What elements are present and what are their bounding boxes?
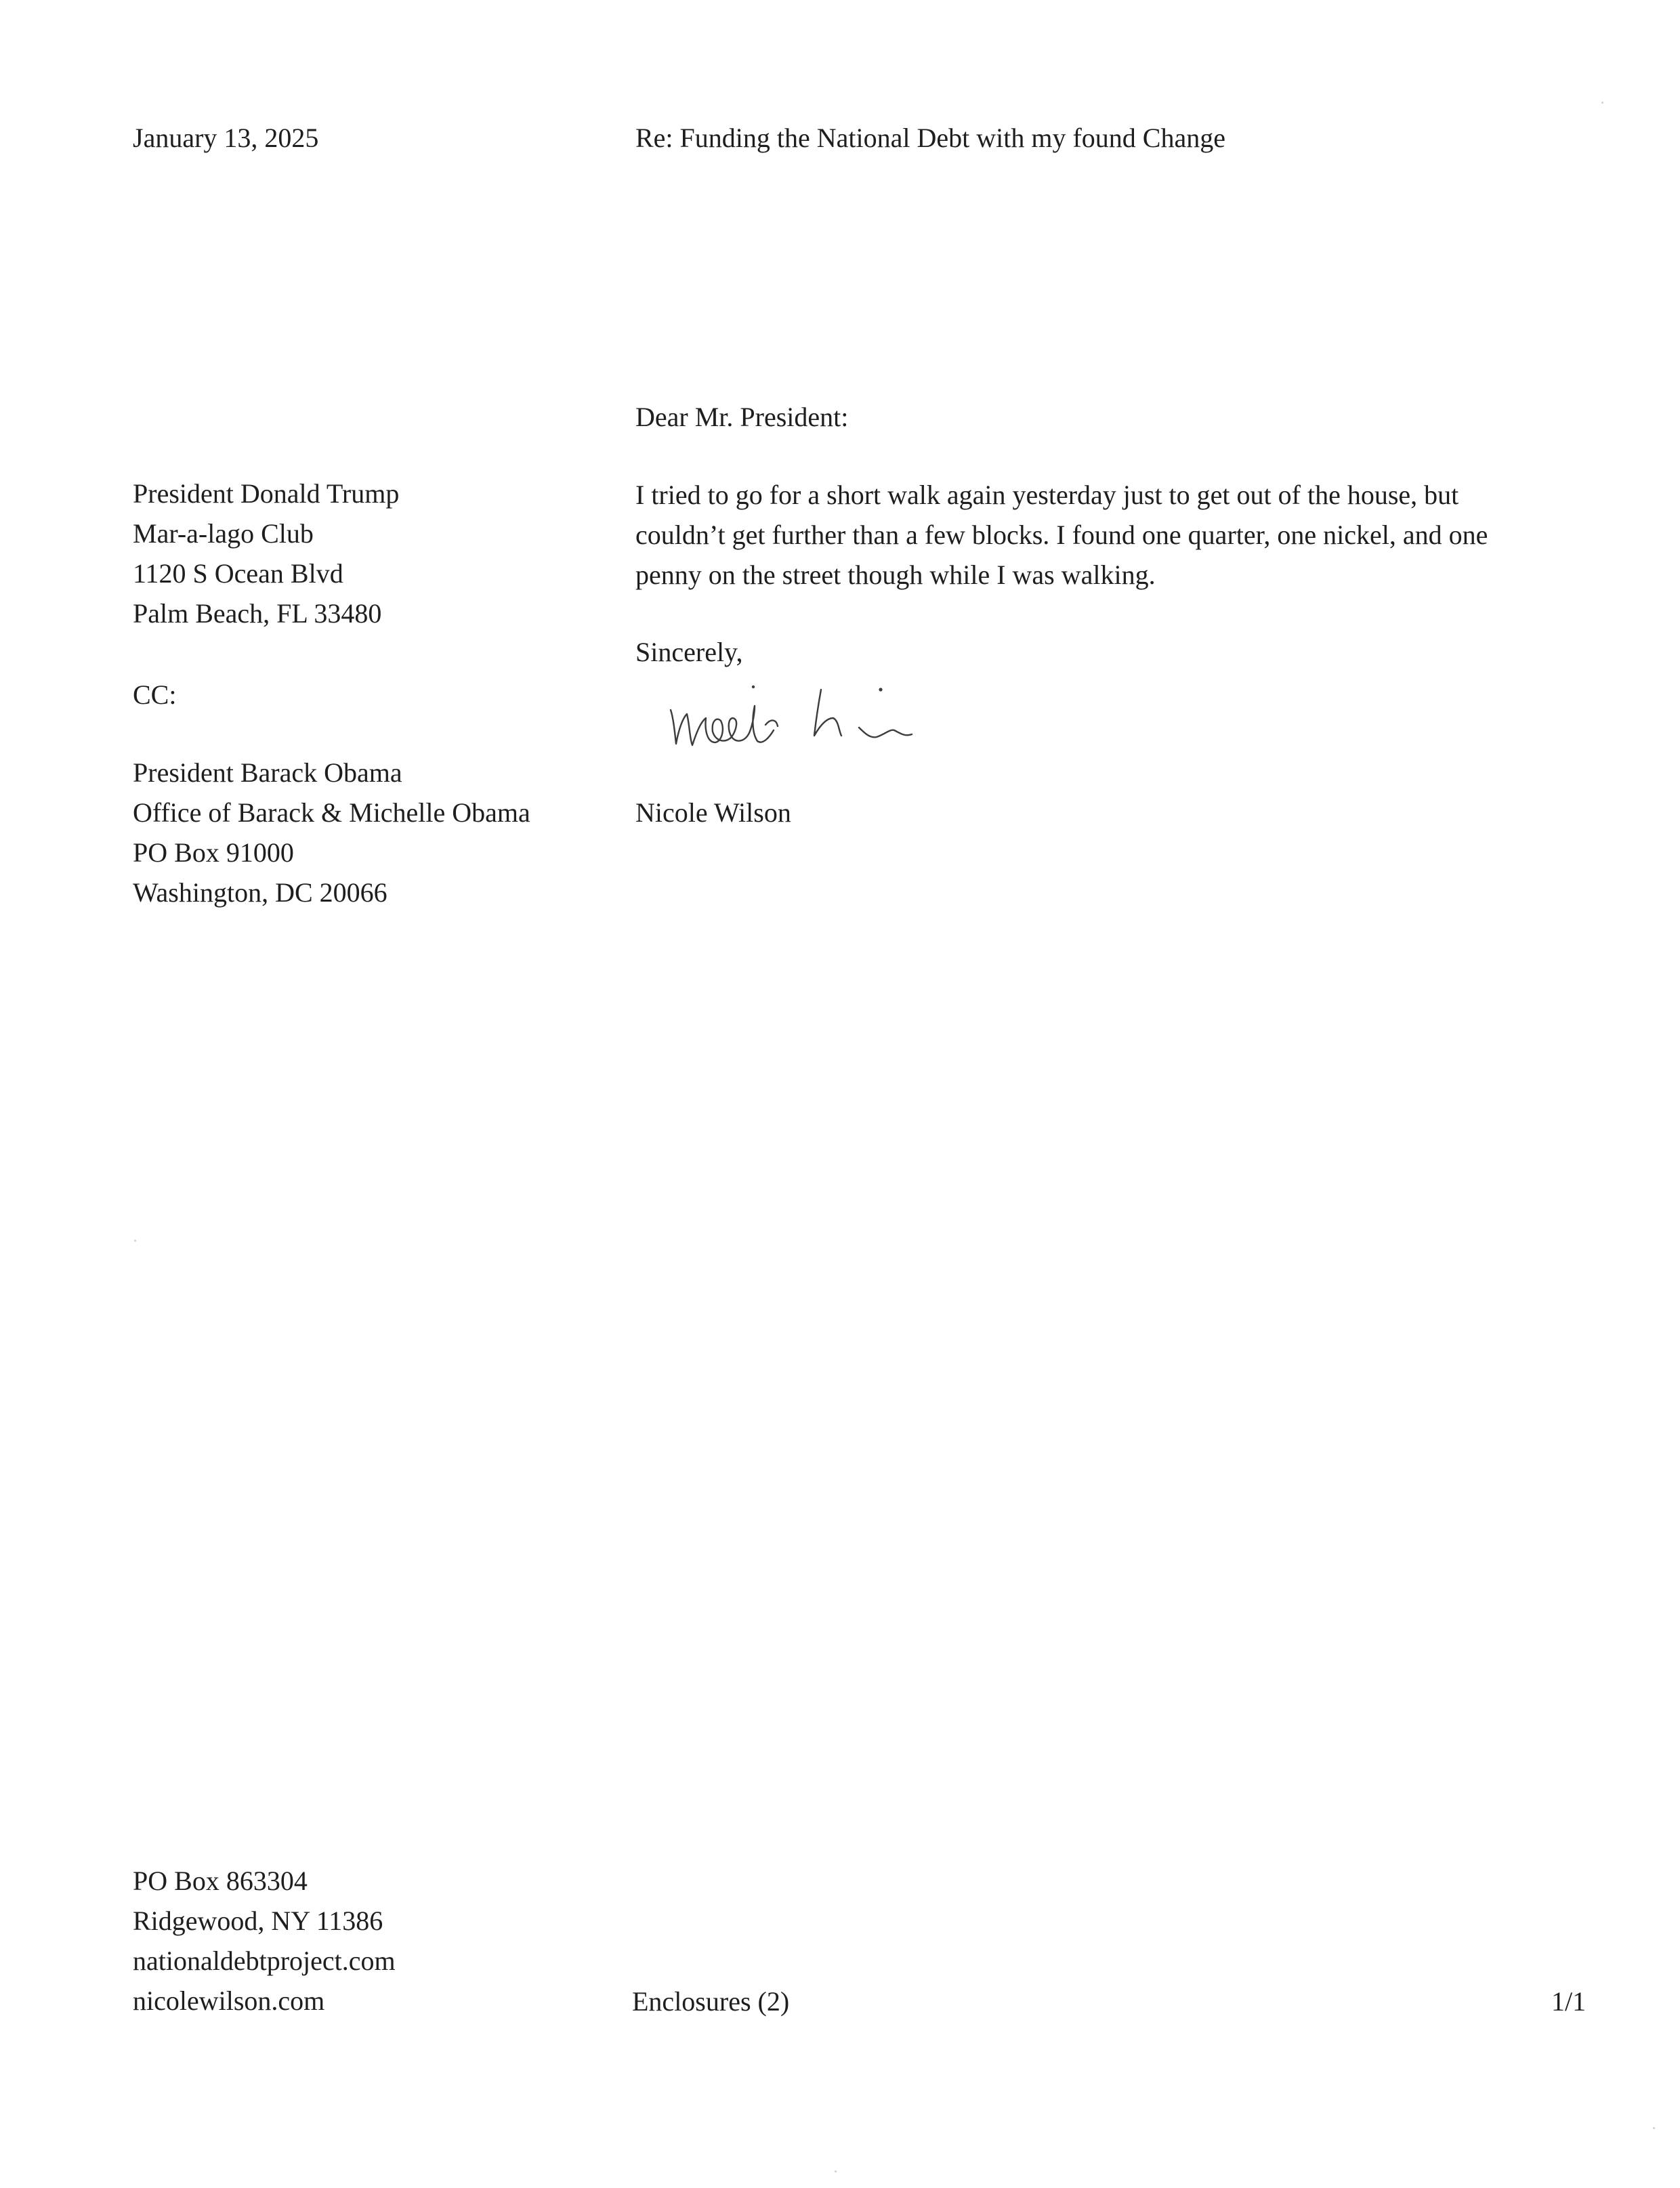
body-line: couldn’t get further than a few blocks. I found one quarter, one nickel, and one xyxy=(635,520,1488,550)
scan-speck xyxy=(835,2170,837,2172)
letter-body xyxy=(635,475,1597,595)
closing: Sincerely, xyxy=(635,637,743,667)
scan-speck xyxy=(1601,102,1603,104)
scan-speck xyxy=(1653,2127,1655,2129)
cc-line: PO Box 91000 xyxy=(133,837,294,868)
recipient-line: Palm Beach, FL 33480 xyxy=(133,598,382,629)
handwritten-signature xyxy=(664,671,1016,765)
recipient-line: 1120 S Ocean Blvd xyxy=(133,558,343,589)
sender-line: nicolewilson.com xyxy=(133,1985,325,2016)
subject-line: Re: Funding the National Debt with my found Change xyxy=(635,123,1225,153)
sender-line: PO Box 863304 xyxy=(133,1866,308,1896)
cc-line: President Barack Obama xyxy=(133,757,402,788)
recipient-line: Mar-a-lago Club xyxy=(133,518,314,549)
enclosures-note: Enclosures (2) xyxy=(632,1986,790,2017)
recipient-line: President Donald Trump xyxy=(133,478,400,509)
sender-line: nationaldebtproject.com xyxy=(133,1945,396,1976)
sender-address xyxy=(133,1861,396,2021)
page-number: 1/1 xyxy=(1551,1986,1587,2017)
cc-line: Office of Barack & Michelle Obama xyxy=(133,797,530,828)
body-line: penny on the street though while I was walking. xyxy=(635,560,1156,590)
letter-date: January 13, 2025 xyxy=(133,123,319,153)
sender-line: Ridgewood, NY 11386 xyxy=(133,1906,383,1936)
cc-label: CC: xyxy=(133,679,177,710)
cc-line: Washington, DC 20066 xyxy=(133,877,387,908)
recipient-address xyxy=(133,474,399,633)
signer-name: Nicole Wilson xyxy=(635,797,791,828)
salutation: Dear Mr. President: xyxy=(635,402,849,432)
body-line: I tried to go for a short walk again yesterday just to get out of the house, but xyxy=(635,480,1459,510)
cc-recipient-address xyxy=(133,753,530,912)
scan-speck xyxy=(134,1240,136,1242)
